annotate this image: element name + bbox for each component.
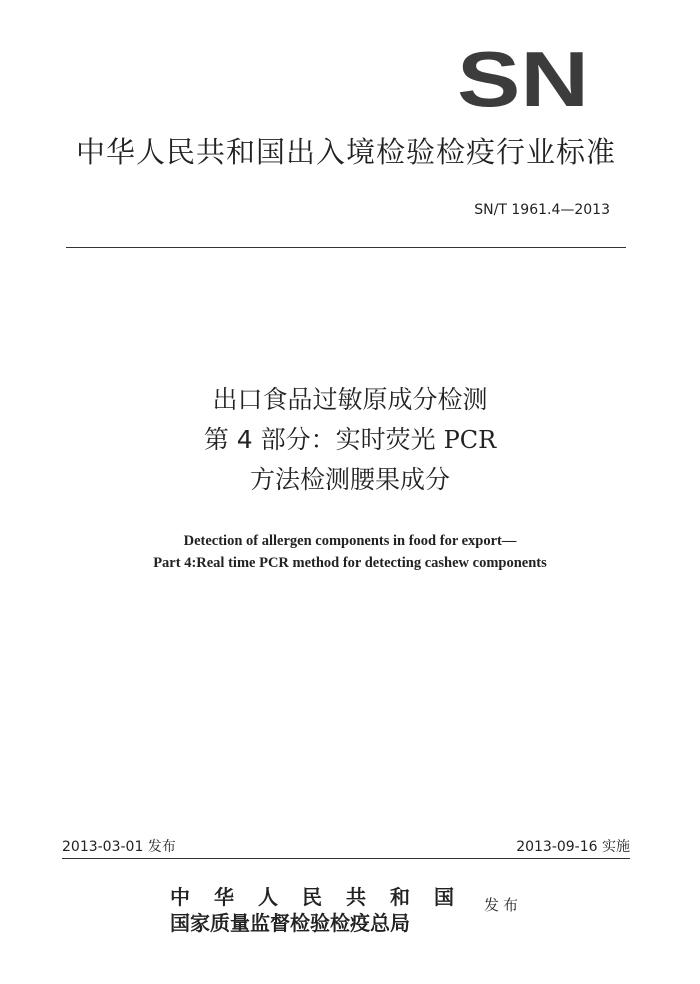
sn-logo-text: SN xyxy=(457,44,589,112)
header-divider xyxy=(66,247,626,248)
title-line-2-prefix: 第 4 部分：实时荧光 xyxy=(203,425,444,454)
title-line-2-latin: PCR xyxy=(443,426,497,454)
sn-logo-mark xyxy=(455,44,591,112)
issue-date: 2013-03-01 发布 xyxy=(62,839,176,855)
title-line-2 xyxy=(60,420,640,460)
standard-code: SN/T 1961.4—2013 xyxy=(474,202,610,218)
authority-line-2: 国家质量监督检验检疫总局 xyxy=(170,911,410,935)
english-title-line-2: Part 4:Real time PCR method for detecting cashew components xyxy=(153,555,547,571)
title-line-1: 出口食品过敏原成分检测 xyxy=(212,385,488,414)
implementation-date: 2013-09-16 实施 xyxy=(516,839,630,855)
english-title xyxy=(40,530,660,574)
date-row xyxy=(62,836,630,856)
footer-divider xyxy=(62,858,630,859)
issuer-title: 中华人民共和国出入境检验检疫行业标准 xyxy=(75,135,616,169)
sn-logo xyxy=(455,44,591,112)
english-title-line-1: Detection of allergen components in food for export— xyxy=(183,533,517,549)
issuing-authority xyxy=(170,884,530,936)
title-line-3: 方法检测腰果成分 xyxy=(249,465,450,494)
authority-line-1: 中华人民共和国 xyxy=(170,885,478,909)
chinese-title xyxy=(60,380,640,500)
publish-label: 发布 xyxy=(484,896,523,914)
